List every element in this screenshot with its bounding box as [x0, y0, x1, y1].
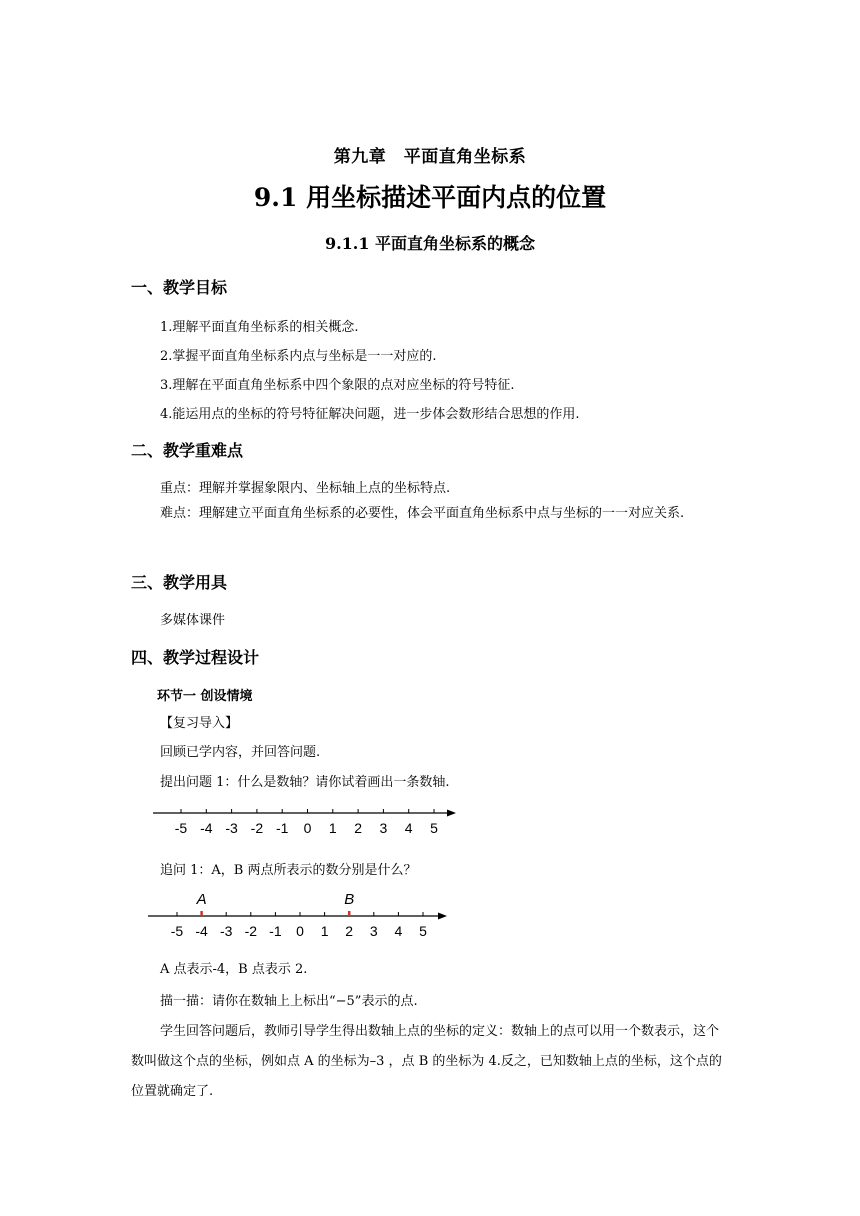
tick-label: -1: [275, 820, 289, 836]
number-line-1: [150, 800, 470, 840]
tick-label: -4: [195, 923, 208, 939]
arrow-right-icon: [447, 810, 456, 817]
heading-teaching-goals: 一、教学目标: [131, 278, 228, 297]
review-label: 【复习导入】: [160, 716, 239, 731]
goal-item-4: 4.能运用点的坐标的符号特征解决问题，进一步体会数形结合思想的作用.: [160, 407, 580, 422]
point-a-label: A: [196, 891, 207, 908]
tick-label: 0: [303, 820, 312, 836]
task-text: 描一描：请你在数轴上上标出“−5”表示的点.: [160, 994, 418, 1009]
step-heading: 环节一 创设情境: [157, 689, 253, 704]
page-title: 9.1 用坐标描述平面内点的位置: [253, 183, 607, 212]
tick-label: 5: [419, 923, 427, 939]
tick-label: 0: [296, 923, 304, 939]
chapter-title: 第九章 平面直角坐标系: [333, 147, 527, 167]
heading-teaching-process: 四、教学过程设计: [131, 648, 260, 667]
goal-item-1: 1.理解平面直角坐标系的相关概念.: [160, 320, 359, 335]
heading-teaching-tools: 三、教学用具: [131, 573, 228, 592]
tick-label: -2: [244, 923, 258, 939]
intro-text: 回顾已学内容，并回答问题.: [160, 745, 321, 760]
key-point-text: 重点：理解并掌握象限内、坐标轴上点的坐标特点.: [160, 481, 451, 496]
tick-label: -3: [225, 820, 238, 836]
section-subtitle: 9.1.1 平面直角坐标系的概念: [324, 234, 536, 253]
tools-text: 多媒体课件: [160, 613, 226, 628]
followup-1: 追问 1：A，B 两点所表示的数分别是什么？: [160, 863, 417, 878]
tick-label: -3: [219, 923, 233, 939]
question-1: 提出问题 1：什么是数轴？请你试着画出一条数轴.: [160, 775, 450, 790]
tick-label: -1: [269, 923, 282, 939]
difficulty-text: 难点：理解建立平面直角坐标系的必要性，体会平面直角坐标系中点与坐标的一一对应关系.: [160, 506, 685, 521]
tick-label: -5: [170, 923, 184, 939]
conclusion-text: 学生回答问题后，教师引导学生得出数轴上点的坐标的定义：数轴上的点可以用一个数表示，这个数叫做这个点的坐标，例如点 A 的坐标为–3 ，点 B 的坐标为 4.反之，已知数轴上点的坐标，这个点的位置就确定了.: [131, 1024, 722, 1099]
tick-label: 5: [430, 820, 438, 836]
tick-label: 1: [328, 820, 337, 836]
tick-label: 2: [354, 820, 362, 836]
goal-item-3: 3.理解在平面直角坐标系中四个象限的点对应坐标的符号特征.: [160, 378, 515, 393]
tick-label: -4: [200, 820, 213, 836]
tick-label: 3: [379, 820, 388, 836]
tick-label: -2: [250, 820, 264, 836]
tick-label: 2: [345, 923, 354, 939]
goal-item-2: 2.掌握平面直角坐标系内点与坐标是一一对应的.: [160, 349, 437, 364]
tick-label: 1: [320, 923, 329, 939]
tick-label: 4: [404, 820, 413, 836]
heading-key-difficulties: 二、教学重难点: [131, 441, 244, 460]
number-line-2: [145, 885, 465, 945]
point-b-label: B: [344, 891, 355, 908]
tick-label: 3: [369, 923, 378, 939]
arrow-right-icon: [438, 913, 447, 920]
tick-label: -5: [174, 820, 188, 836]
answer-1: A 点表示-4，B 点表示 2.: [160, 962, 308, 977]
tick-label: 4: [394, 923, 403, 939]
